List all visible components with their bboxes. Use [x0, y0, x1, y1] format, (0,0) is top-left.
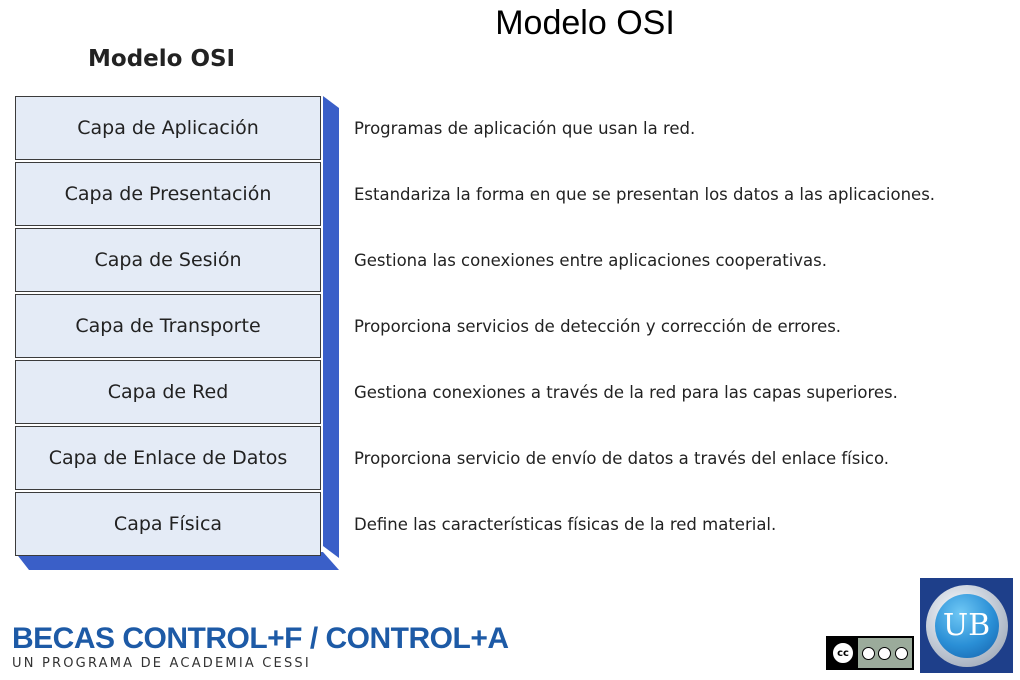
layer-transport: Capa de Transporte [15, 294, 321, 358]
layer-presentation-description: Estandariza la forma en que se presentan los datos a las aplicaciones. [354, 185, 936, 204]
creative-commons-by-nc-sa-icon [826, 636, 914, 670]
ub-logo-text: UB [935, 594, 999, 658]
layer-application-description: Programas de aplicación que usan la red. [354, 119, 696, 138]
program-title: BECAS CONTROL+F / CONTROL+A [12, 622, 509, 655]
layer-network: Capa de Red [15, 360, 321, 424]
layer-data-link-description: Proporciona servicio de envío de datos a través del enlace físico. [354, 449, 890, 468]
layer-transport-description: Proporciona servicios de detección y corrección de errores. [354, 317, 842, 336]
layer-network-description: Gestiona conexiones a través de la red para las capas superiores. [354, 383, 898, 402]
sa-icon [895, 647, 908, 660]
by-icon [862, 647, 875, 660]
layer-physical: Capa Física [15, 492, 321, 556]
layer-physical-description: Define las características físicas de la red material. [354, 515, 777, 534]
nc-icon [878, 647, 891, 660]
layer-presentation: Capa de Presentación [15, 162, 321, 226]
slide-title: Modelo OSI [495, 4, 675, 42]
layer-data-link: Capa de Enlace de Datos [15, 426, 321, 490]
layer-session-description: Gestiona las conexiones entre aplicaciones cooperativas. [354, 251, 827, 270]
stack-side-face [323, 96, 339, 558]
ub-logo [920, 578, 1013, 673]
osi-diagram-heading: Modelo OSI [88, 46, 236, 72]
layer-session: Capa de Sesión [15, 228, 321, 292]
layer-application: Capa de Aplicación [15, 96, 321, 160]
cc-symbol: cc [831, 641, 855, 665]
osi-layer-stack [15, 96, 345, 576]
program-subtitle: UN PROGRAMA DE ACADEMIA CESSI [12, 656, 311, 671]
